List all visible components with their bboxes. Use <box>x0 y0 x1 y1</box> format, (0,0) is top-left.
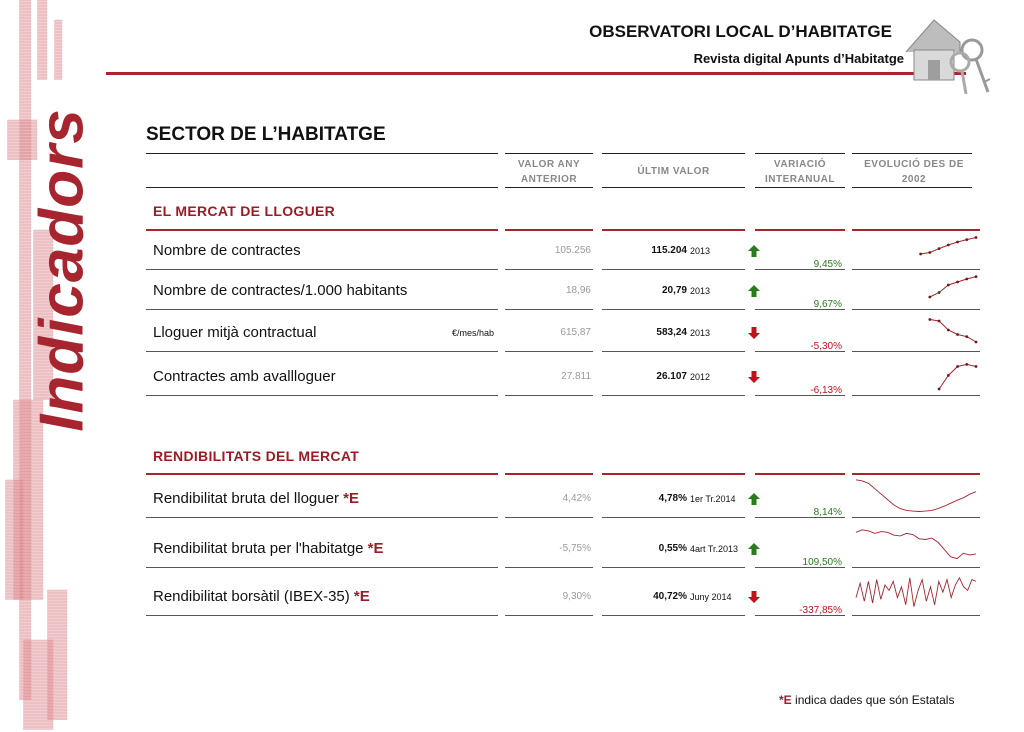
row-rule <box>602 517 745 518</box>
arrow-down-icon <box>748 371 760 383</box>
column-header-evolution: EVOLUCIÓ DES DE 2002 <box>864 159 964 185</box>
table-header-rule <box>602 187 745 188</box>
row-label-text: Contractes amb avallloguer <box>153 368 336 385</box>
table-top-rule <box>852 153 972 154</box>
table-top-rule <box>755 153 845 154</box>
row-rule <box>146 395 498 396</box>
row-rule <box>146 309 498 310</box>
table-header-rule <box>755 187 845 188</box>
value-period: 2013 <box>690 328 711 338</box>
row-label-text: Rendibilitat bruta per l'habitatge <box>153 540 368 557</box>
row-rule <box>146 351 498 352</box>
evolution-sparkline <box>852 359 980 395</box>
sparkline-point <box>965 335 968 338</box>
evolution-sparkline <box>852 273 980 309</box>
row-rule <box>146 269 498 270</box>
row-rule <box>602 567 745 568</box>
arrow-up-icon <box>748 543 760 555</box>
row-rule <box>505 309 593 310</box>
value-period: 1er Tr.2014 <box>690 494 736 504</box>
previous-value: 615,87 <box>560 327 591 338</box>
row-label-text: Nombre de contractes/1.000 habitants <box>153 282 408 299</box>
row-label <box>153 490 359 507</box>
sparkline-series <box>856 480 976 512</box>
row-rule <box>602 309 745 310</box>
row-label-text: Lloguer mitjà contractual <box>153 324 317 341</box>
evolution-sparkline <box>852 475 980 517</box>
row-rule <box>755 395 845 396</box>
table-header-rule <box>852 187 972 188</box>
sparkline-point <box>956 365 959 368</box>
interannual-variation: -6,13% <box>810 385 842 396</box>
row-label <box>153 242 301 259</box>
interannual-variation: 109,50% <box>802 557 842 568</box>
row-label <box>153 282 407 299</box>
sparkline-point <box>956 241 959 244</box>
sparkline-point <box>975 365 978 368</box>
row-rule <box>505 269 593 270</box>
row-rule <box>852 269 980 270</box>
row-rule <box>852 615 980 616</box>
group-rule <box>755 229 845 231</box>
column-header-variation: VARIACIÓ INTERANUAL <box>765 159 835 185</box>
table-header-rule <box>505 187 593 188</box>
interannual-variation: 8,14% <box>813 507 842 518</box>
previous-value: 105.256 <box>554 245 591 256</box>
arrow-down-icon <box>748 591 760 603</box>
state-data-marker: *E <box>353 588 370 605</box>
value-period: 2012 <box>690 372 711 382</box>
sparkline-point <box>919 253 922 256</box>
sparkline-point <box>938 388 941 391</box>
sparkline-point <box>965 278 968 281</box>
previous-value: -5,75% <box>559 543 591 554</box>
row-rule <box>505 517 593 518</box>
unit-label: €/mes/hab <box>452 328 495 338</box>
last-value: 0,55% <box>658 543 687 554</box>
row-rule <box>505 615 593 616</box>
row-rule <box>146 517 498 518</box>
arrow-up-icon <box>748 245 760 257</box>
sparkline-point <box>947 284 950 287</box>
sparkline-point <box>928 251 931 254</box>
value-period: 2013 <box>690 286 711 296</box>
last-value: 40,72% <box>653 591 687 602</box>
interannual-variation: -5,30% <box>810 341 842 352</box>
row-rule <box>755 517 845 518</box>
row-rule <box>602 615 745 616</box>
column-header-previous: VALOR ANY ANTERIOR <box>517 159 581 185</box>
row-rule <box>755 615 845 616</box>
arrow-up-icon <box>748 285 760 297</box>
sparkline-series <box>930 277 976 297</box>
group-rule <box>755 473 845 475</box>
state-data-marker: *E <box>343 490 359 507</box>
row-rule <box>852 567 980 568</box>
sparkline-series <box>939 364 976 389</box>
sparkline-series <box>930 320 976 343</box>
column-header-last: ÚLTIM VALOR <box>637 166 710 177</box>
table-top-rule <box>505 153 593 154</box>
sparkline-point <box>947 244 950 247</box>
sparkline-point <box>938 320 941 323</box>
row-rule <box>602 351 745 352</box>
row-rule <box>852 351 980 352</box>
group-title: RENDIBILITATS DEL MERCAT <box>153 448 360 464</box>
header-subtitle: Revista digital Apunts d’Habitatge <box>693 51 904 66</box>
last-value: 115.204 <box>651 245 687 256</box>
interannual-variation: -337,85% <box>799 605 842 616</box>
evolution-sparkline <box>852 573 980 615</box>
last-value: 4,78% <box>658 493 687 504</box>
last-value: 583,24 <box>656 327 687 338</box>
sparkline-series <box>856 578 976 607</box>
sparkline-point <box>975 275 978 278</box>
sparkline-point <box>975 236 978 239</box>
group-rule <box>146 229 498 231</box>
group-rule <box>602 229 745 231</box>
row-label-text: Nombre de contractes <box>153 242 301 259</box>
side-title: Indicadors <box>27 108 97 432</box>
table-top-rule <box>146 153 498 154</box>
sparkline-point <box>928 296 931 299</box>
interannual-variation: 9,67% <box>813 299 842 310</box>
row-label <box>153 324 316 341</box>
interannual-variation: 9,45% <box>813 259 842 270</box>
evolution-sparkline <box>852 525 980 567</box>
arrow-down-icon <box>748 327 760 339</box>
sparkline-point <box>938 291 941 294</box>
group-rule <box>852 229 980 231</box>
sparkline-point <box>975 341 978 344</box>
sparkline-point <box>938 247 941 250</box>
row-rule <box>755 567 845 568</box>
group-rule <box>602 473 745 475</box>
house-keys-icon <box>900 12 1010 97</box>
table-top-rule <box>602 153 745 154</box>
sparkline-point <box>965 238 968 241</box>
row-rule <box>755 269 845 270</box>
row-rule <box>602 269 745 270</box>
row-label <box>153 588 370 605</box>
group-title: EL MERCAT DE LLOGUER <box>153 203 336 219</box>
sparkline-point <box>947 329 950 332</box>
row-label <box>153 368 336 385</box>
row-rule <box>852 395 980 396</box>
row-rule <box>852 517 980 518</box>
row-rule <box>146 615 498 616</box>
row-rule <box>505 351 593 352</box>
footnote: *E indica dades que són Estatals <box>779 693 955 707</box>
last-value: 26.107 <box>656 371 687 382</box>
value-period: 2013 <box>690 246 711 256</box>
sparkline-point <box>956 281 959 284</box>
row-rule <box>755 351 845 352</box>
sparkline-series <box>856 530 976 559</box>
previous-value: 18,96 <box>565 285 591 296</box>
previous-value: 27.811 <box>561 371 591 382</box>
row-rule <box>505 395 593 396</box>
value-period: Juny 2014 <box>690 592 732 602</box>
last-value: 20,79 <box>661 285 687 296</box>
group-rule <box>146 473 498 475</box>
row-rule <box>602 395 745 396</box>
sparkline-point <box>947 374 950 377</box>
previous-value: 9,30% <box>562 591 591 602</box>
sparkline-point <box>965 363 968 366</box>
state-data-marker: *E <box>367 540 384 557</box>
row-rule <box>146 567 498 568</box>
section-title: SECTOR DE L’HABITATGE <box>146 124 386 145</box>
sparkline-point <box>956 333 959 336</box>
previous-value: 4,42% <box>562 493 591 504</box>
group-rule <box>505 229 593 231</box>
row-rule <box>755 309 845 310</box>
row-label-text: Rendibilitat bruta del lloguer <box>153 490 344 507</box>
row-rule <box>852 309 980 310</box>
sparkline-point <box>928 318 931 321</box>
header-divider <box>106 72 966 75</box>
row-label <box>153 540 384 557</box>
row-rule <box>505 567 593 568</box>
evolution-sparkline <box>852 315 980 351</box>
table-header-rule <box>146 187 498 188</box>
evolution-sparkline <box>852 233 980 269</box>
header-title: OBSERVATORI LOCAL D’HABITATGE <box>589 22 892 41</box>
arrow-up-icon <box>748 493 760 505</box>
group-rule <box>505 473 593 475</box>
value-period: 4art Tr.2013 <box>690 544 739 554</box>
row-label-text: Rendibilitat borsàtil (IBEX-35) <box>153 588 354 605</box>
